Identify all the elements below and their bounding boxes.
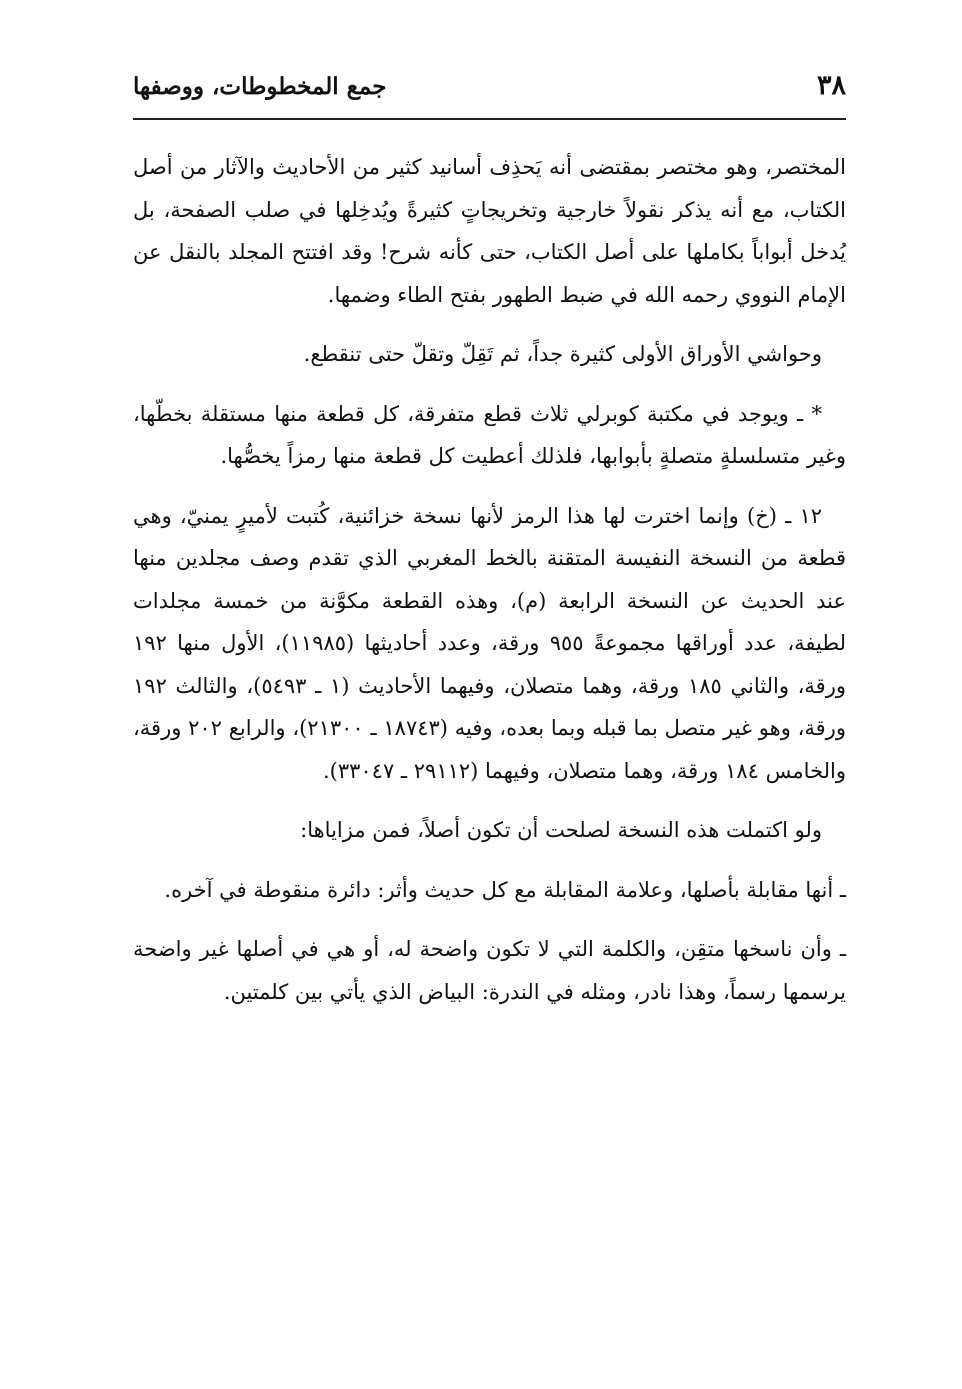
header-rule bbox=[133, 118, 846, 120]
paragraph: ـ أنها مقابلة بأصلها، وعلامة المقابلة مع كل حديث وأثر: دائرة منقوطة في آخره. bbox=[164, 877, 846, 902]
page-number: ٣٨ bbox=[816, 70, 846, 101]
body-text bbox=[133, 146, 846, 1013]
paragraph: * ـ ويوجد في مكتبة كوبرلي ثلاث قطع متفرقة، كل قطعة منها مستقلة بخطّها، وغير متسلسلةٍ متصلةٍ بأبوابها، فلذلك أعطيت كل قطعة منها رمزاً يخصُّها. bbox=[133, 401, 846, 468]
paragraph: وحواشي الأوراق الأولى كثيرة جداً، ثم تَقِلّ وتقلّ حتى تنقطع. bbox=[303, 342, 822, 366]
running-title: جمع المخطوطات، ووصفها bbox=[133, 73, 387, 100]
paragraph: ولو اكتملت هذه النسخة لصلحت أن تكون أصلاً، فمن مزاياها: bbox=[300, 818, 822, 842]
paragraph: ١٢ ـ (خ) وإنما اخترت لها هذا الرمز لأنها نسخة خزائنية، كُتبت لأميرٍ يمنيّ، وهي قطعة من النسخة النفيسة المتقنة بالخط المغربي الذي تقدم وصف مجلدين منها عند الحديث عن النسخة الرابعة (م)، وهذه القطعة مكوَّنة من خمسة مجلدات لطيفة، عدد أوراقها مجموعةً ٩٥٥ ورقة، وعدد أحاديثها (١١٩٨٥)، الأول منها ١٩٢ ورقة، والثاني ١٨٥ ورقة، وهما متصلان، وفيهما الأحاديث (١ ـ ٥٤٩٣)، والثالث ١٩٢ ورقة، وهو غير متصل بما قبله وبما بعده، وفيه (١٨٧٤٣ ـ ٢١٣٠٠)، والرابع ٢٠٢ ورقة، والخامس ١٨٤ ورقة، وهما متصلان، وفيهما (٢٩١١٢ ـ ٣٣٠٤٧). bbox=[133, 503, 847, 783]
paragraph: ـ وأن ناسخها متقِن، والكلمة التي لا تكون واضحة له، أو هي في أصلها غير واضحة يرسمها رسماً، وهذا نادر، ومثله في الندرة: البياض الذي يأتي بين كلمتين. bbox=[133, 937, 846, 1004]
paragraph: المختصر، وهو مختصر بمقتضى أنه يَحذِف أسانيد كثير من الأحاديث والآثار من أصل الكتاب، مع أنه يذكر نقولاً خارجية وتخريجاتٍ كثيرةً ويُدخِلها في صلب الصفحة، بل يُدخل أبواباً بكاملها على أصل الكتاب، حتى كأنه شرح! وقد افتتح المجلد بالنقل عن الإمام النووي رحمه الله في ضبط الطهور بفتح الطاء وضمها. bbox=[133, 155, 846, 307]
page-header bbox=[133, 70, 846, 114]
